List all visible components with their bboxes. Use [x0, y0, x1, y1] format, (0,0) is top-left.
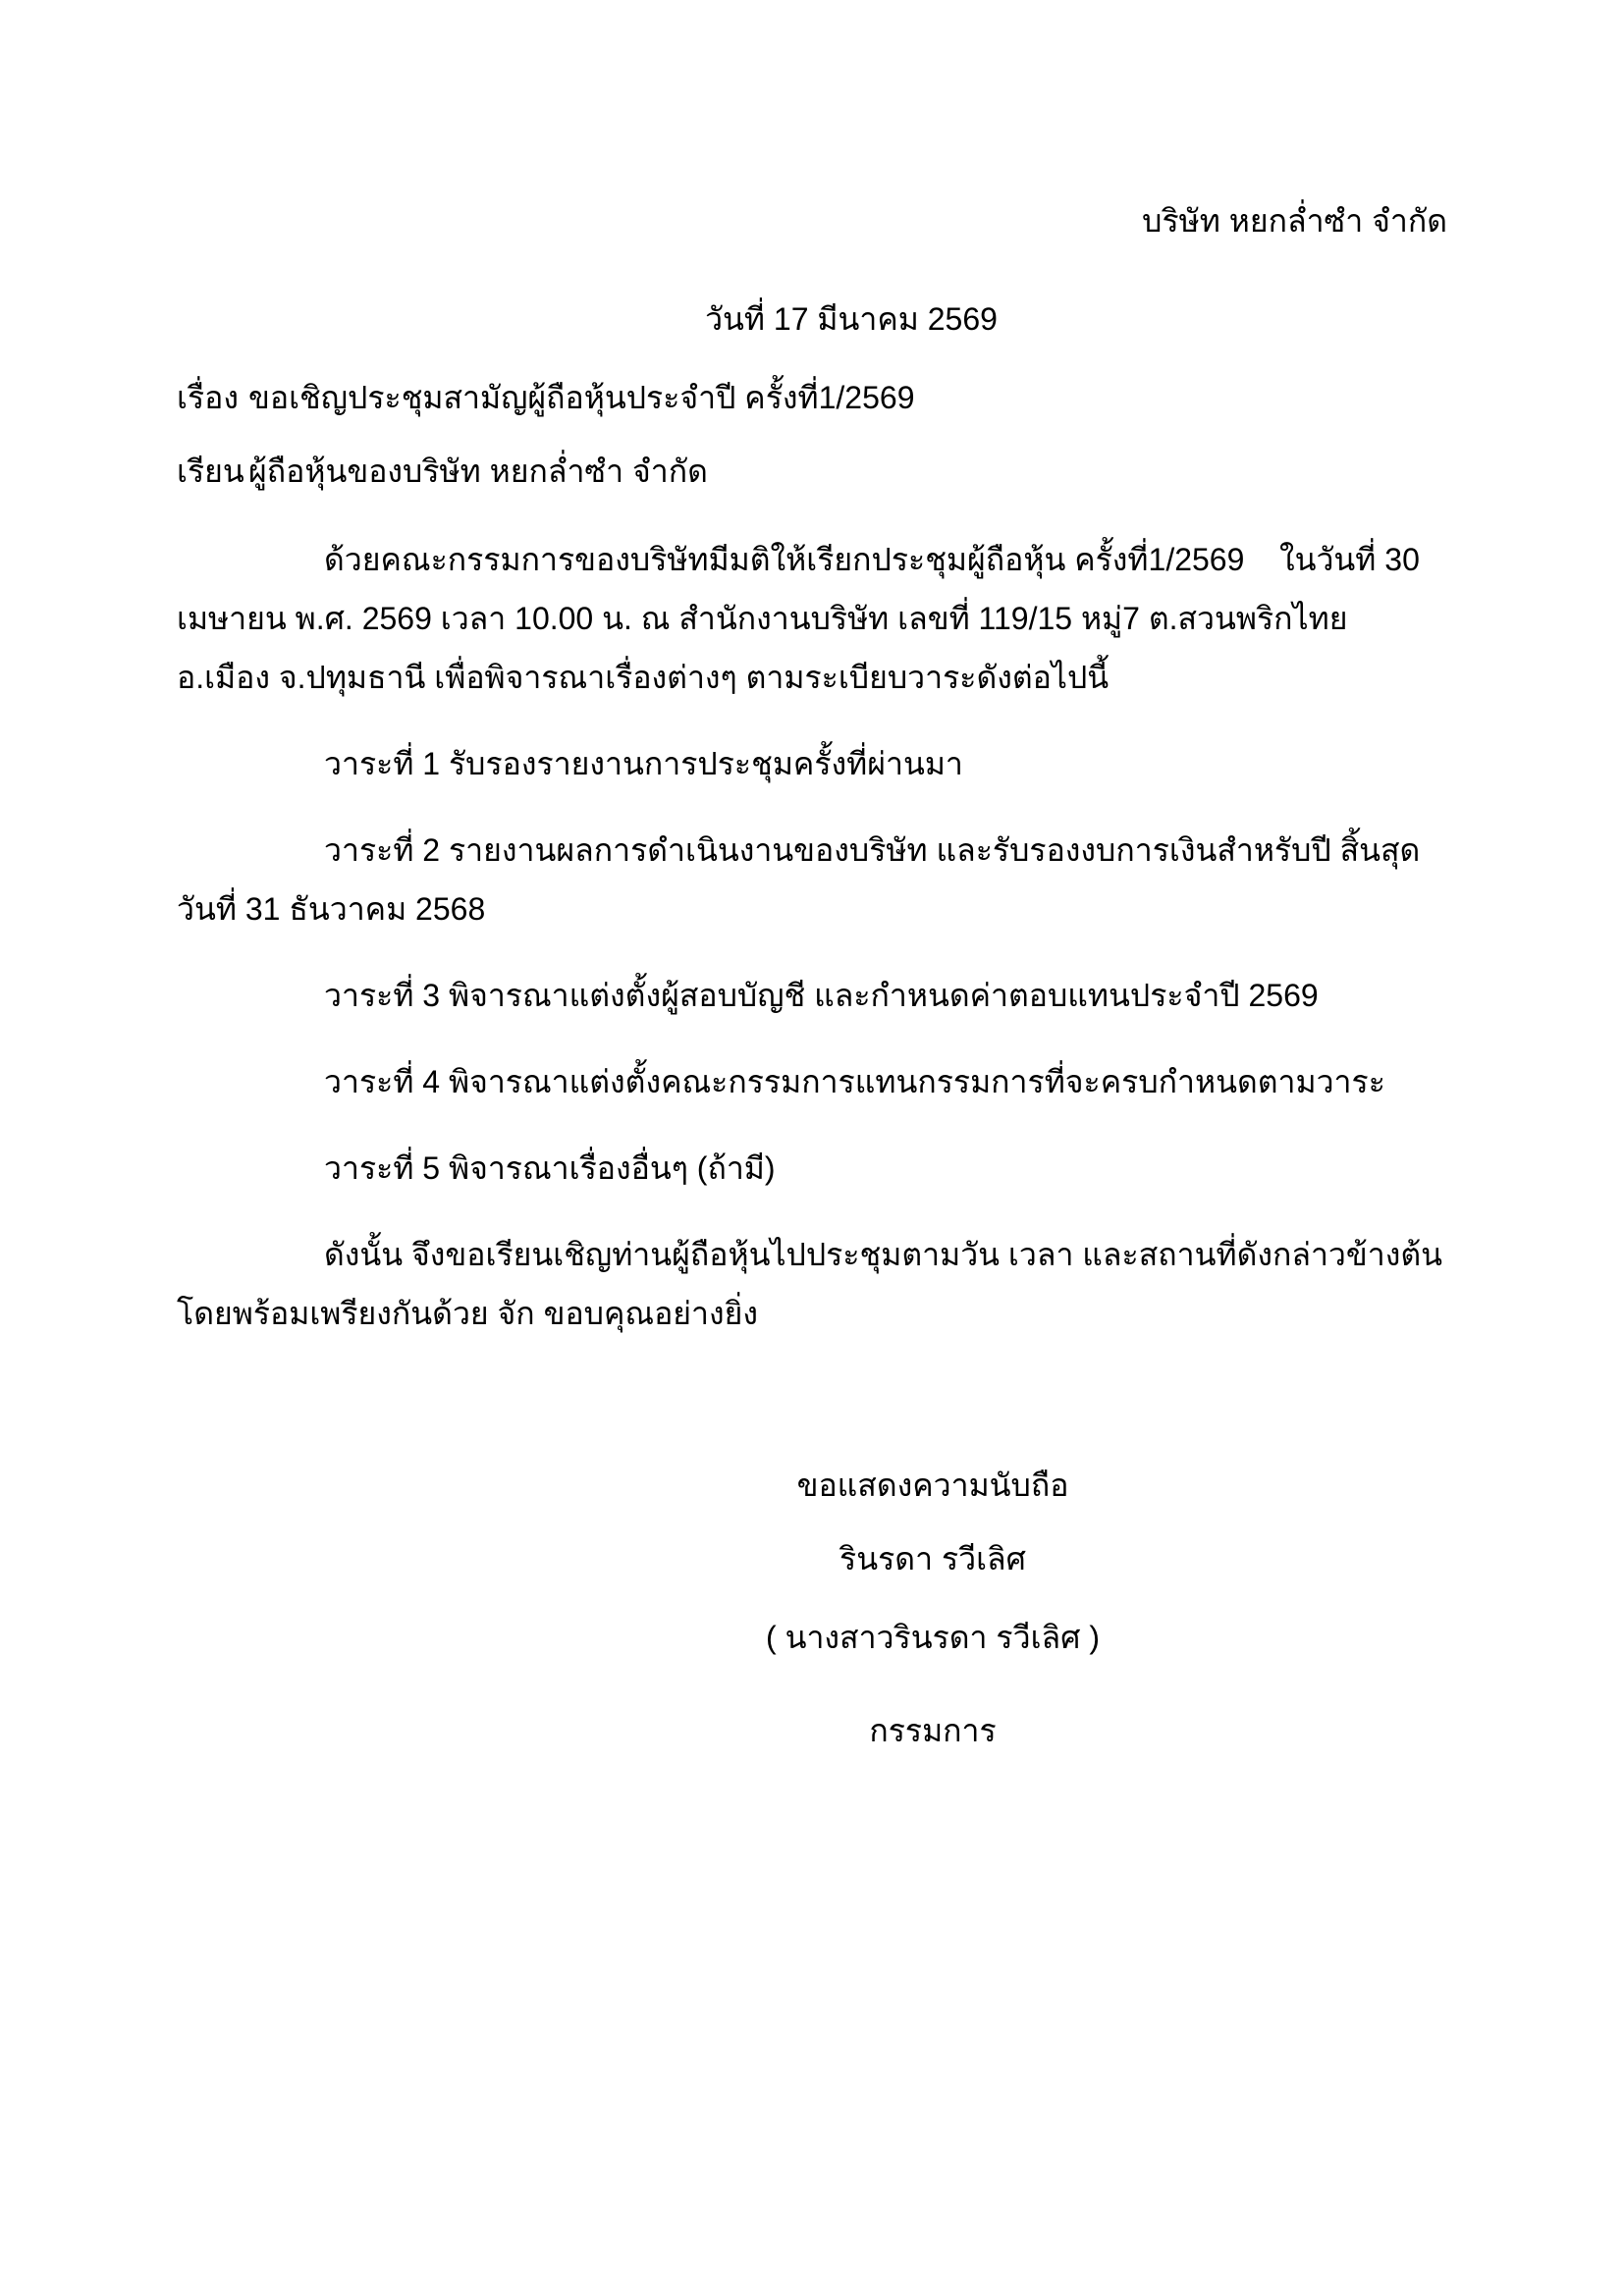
salutation-line	[177, 442, 1447, 501]
signature-block	[638, 1456, 1227, 1760]
subject-line	[177, 368, 1447, 427]
signer-name: รินรดา รวีเลิศ	[839, 1541, 1026, 1576]
signer-title: กรรมการ	[869, 1713, 997, 1748]
salutation-text: ผู้ถือหุ้นของบริษัท หยกล่ำซำ จำกัด	[248, 454, 708, 489]
agenda-item-4: วาระที่ 4 พิจารณาแต่งตั้งคณะกรรมการแทนกรรมการที่จะครบกำหนดตามวาระ	[324, 1064, 1385, 1099]
subject-text: ขอเชิญประชุมสามัญผู้ถือหุ้นประจำปี ครั้งที่1/2569	[248, 380, 915, 415]
agenda-item-3: วาระที่ 3 พิจารณาแต่งตั้งผู้สอบบัญชี และกำหนดค่าตอบแทนประจำปี 2569	[324, 978, 1319, 1013]
subject-label: เรื่อง	[177, 380, 239, 415]
body-paragraph: ด้วยคณะกรรมการของบริษัทมีมติให้เรียกประชุมผู้ถือหุ้น ครั้งที่1/2569 ในวันที่ 30 เมษายน พ.ศ. 2569 เวลา 10.00 น. ณ สำนักงานบริษัท เลขที่ 119/15 หมู่7 ต.สวนพริกไทย อ.เมือง จ.ปทุมธานี เพื่อพิจารณาเรื่องต่างๆ ตามระเบียบวาระดังต่อไปนี้	[177, 542, 1429, 695]
company-name: บริษัท หยกล่ำซำ จำกัด	[1142, 203, 1447, 239]
signoff-line: ขอแสดงความนับถือ	[796, 1468, 1069, 1503]
date-line: วันที่ 17 มีนาคม 2569	[705, 301, 998, 337]
salutation-label: เรียน	[177, 454, 244, 489]
agenda-item-2: วาระที่ 2 รายงานผลการดำเนินงานของบริษัท และรับรองงบการเงินสำหรับปี สิ้นสุดวันที่ 31 ธันวาคม 2568	[177, 832, 1421, 927]
agenda-item-5: วาระที่ 5 พิจารณาเรื่องอื่นๆ (ถ้ามี)	[324, 1150, 776, 1186]
agenda-item-1: วาระที่ 1 รับรองรายงานการประชุมครั้งที่ผ่านมา	[324, 746, 963, 781]
closing-paragraph: ดังนั้น จึงขอเรียนเชิญท่านผู้ถือหุ้นไปประชุมตามวัน เวลา และสถานที่ดังกล่าวข้างต้นโดยพร้อมเพรียงกันด้วย จัก ขอบคุณอย่างยิ่ง	[177, 1237, 1443, 1331]
signer-name-parenthesized: ( นางสาวรินรดา รวีเลิศ )	[766, 1620, 1100, 1655]
